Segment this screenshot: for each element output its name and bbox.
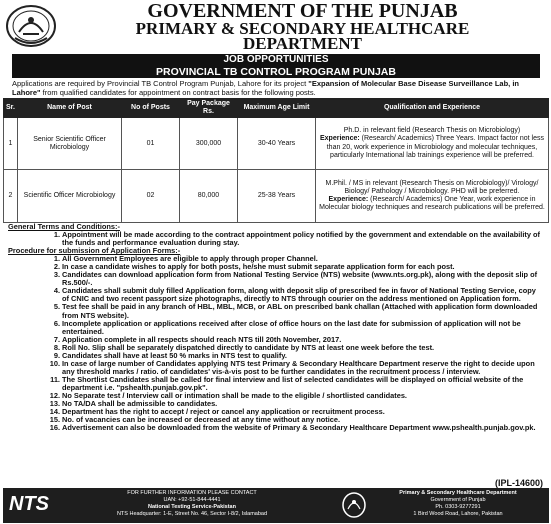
nts-contact-line: FOR FURTHER INFORMATION PLEASE CONTACT xyxy=(127,490,257,496)
general-terms-heading: General Terms and Conditions:- xyxy=(8,222,120,231)
list-item-number: 8. xyxy=(53,342,60,352)
age-cell: 25-38 Years xyxy=(238,170,316,223)
list-item-text: All Government Employees are eligible to apply through proper Channel. xyxy=(62,254,318,264)
list-item-number: 5. xyxy=(53,302,60,312)
intro-text-start: Applications are required by Provincial TB Control Program Punjab, Lahore for its project xyxy=(12,79,309,88)
list-item-number: 4. xyxy=(53,286,60,296)
age-cell: 30-40 Years xyxy=(238,118,316,170)
list-item-number: 9. xyxy=(53,350,60,360)
column-header: Maximum Age Limit xyxy=(238,99,316,118)
nts-contact-line: NTS Headquarter: 1-E, Street No. 46, Sector I-8/2, Islamabad xyxy=(116,511,268,517)
column-header: Pay Package Rs. xyxy=(180,99,238,118)
program-name-band: PROVINCIAL TB CONTROL PROGRAM PUNJAB xyxy=(12,66,540,78)
post-name-cell: Scientific Officer Microbiology xyxy=(18,170,122,223)
list-item-text: No TA/DA shall be admissible to candidates. xyxy=(62,399,218,409)
department-contact-line: Ph. 0303-9277291 xyxy=(435,504,481,510)
header-department-subtitle: DEPARTMENT xyxy=(242,34,363,53)
experience-text: (Research/ Academics) Three Years. Impact factor not less than 20, work experience in Microbiology and molecular techniques, particularly International lab trainings experience will be preferred. xyxy=(326,135,544,159)
serial-cell: 1 xyxy=(4,118,18,170)
list-item xyxy=(8,271,544,287)
list-item xyxy=(8,287,544,303)
qualification-cell xyxy=(316,118,549,170)
list-item-number: 15. xyxy=(49,415,60,425)
table-row xyxy=(4,118,549,170)
list-item xyxy=(8,303,544,319)
terms-section xyxy=(8,223,544,432)
list-item-text: In case a candidate wishes to apply for both posts, he/she must submit separate application form for each post. xyxy=(62,262,455,272)
header-government-title: GOVERNMENT OF THE PUNJAB xyxy=(147,0,458,22)
list-item-text: Candidates shall submit duly filled Application form, along with deposit slip of prescribed fee in favor of National Testing Service, copy of CNIC and two recent passport size photographs, directly to NTS through courier on the address mentioned on Application form. xyxy=(62,286,536,304)
qualification-text: M.Phil. / MS in relevant (Research Thesis on Microbiology)/ Virology/ Biology/ Pathology / Microbiology. PHD will be preferred. xyxy=(325,179,539,195)
footer-bar xyxy=(3,488,549,523)
list-item xyxy=(8,376,544,392)
column-header: Sr. xyxy=(4,99,18,118)
header-department-title: PRIMARY & SECONDARY HEALTHCARE xyxy=(135,19,470,38)
intro-project-name: "Expansion of Molecular Base Disease Surveillance Lab, in Lahore" xyxy=(12,79,519,97)
list-item-text: Test fee shall be paid in any branch of HBL, MBL, MCB, or ABL on prescribed bank challan (Attached with application form downloaded from NTS website). xyxy=(62,302,538,320)
intro-paragraph xyxy=(12,79,540,97)
list-item-number: 1. xyxy=(53,230,60,240)
department-contact-line: Primary & Secondary Healthcare Department xyxy=(399,490,517,496)
punjab-government-emblem-icon xyxy=(5,4,57,48)
list-item-number: 13. xyxy=(49,399,60,409)
list-item-number: 14. xyxy=(49,407,60,417)
experience-text: (Research/ Academics) One Year, work experience in Molecular biology techniques and research publications will be preferred. xyxy=(319,196,545,212)
list-item-number: 3. xyxy=(53,270,60,280)
nts-contact-line: UAN: +92-51-844-4441 xyxy=(163,497,221,503)
column-header: Name of Post xyxy=(18,99,122,118)
nts-logo: NTS xyxy=(9,493,49,515)
department-contact-line: 1 Bird Wood Road, Lahore, Pakistan xyxy=(413,511,503,517)
qualification-text: Ph.D. in relevant field (Research Thesis on Microbiology) xyxy=(343,127,521,135)
pay-cell: 80,000 xyxy=(180,170,238,223)
list-item-number: 2. xyxy=(53,262,60,272)
list-item-text: Advertisement can also be downloaded from the website of Primary & Secondary Healthcare Department www.pshealth.punjab.gov.pk. xyxy=(62,423,536,433)
list-item-text: In case of large number of Candidates applying NTS test Primary & Secondary Healthcare Department reserve the right to decide upon any threshold marks / ratio. of candidates' vis-à-vis post to be further candidates in the recruitment process / interview. xyxy=(62,358,535,376)
list-item-text: The Shortlist Candidates shall be called for final interview and list of selected candidates will be displayed on official website of the department i.e. "pshealth.punjab.gov.pk". xyxy=(62,374,524,392)
serial-cell: 2 xyxy=(4,170,18,223)
list-item-number: 6. xyxy=(53,318,60,328)
list-item xyxy=(8,360,544,376)
list-item-number: 12. xyxy=(49,390,60,400)
column-header: Qualification and Experience xyxy=(316,99,549,118)
experience-label: Experience: xyxy=(328,196,369,203)
list-item-text: No. of vacancies can be increased or decreased at any time without any notice. xyxy=(62,415,341,425)
post-count-cell: 02 xyxy=(122,170,180,223)
list-item-number: 1. xyxy=(53,254,60,264)
list-item xyxy=(8,320,544,336)
nts-contact-block xyxy=(67,490,317,518)
punjab-emblem-icon xyxy=(341,491,367,519)
list-item-text: No Separate test / Interview call or intimation shall be made to the eligible / shortlisted candidates. xyxy=(62,390,407,400)
list-item-text: Application complete in all respects should reach NTS till 20th November, 2017. xyxy=(62,334,342,344)
ipl-reference: (IPL-14600) xyxy=(494,478,543,488)
list-item-number: 10. xyxy=(49,358,60,368)
table-row xyxy=(4,170,549,223)
list-item-text: Appointment will be made according to the contract appointment policy notified by the government and extendable on the availability of the funds and performance evaluation during stay. xyxy=(62,230,540,248)
list-item-number: 16. xyxy=(49,423,60,433)
qualification-cell xyxy=(316,170,549,223)
post-name-cell: Senior Scientific Officer Microbiology xyxy=(18,118,122,170)
list-item-text: Roll No. Slip shall be separately dispatched directly to candidate by NTS at least one week before the test. xyxy=(62,342,435,352)
procedure-list xyxy=(8,255,544,432)
job-opportunities-band: JOB OPPORTUNITIES xyxy=(12,54,540,66)
list-item-text: Department has the right to accept / reject or cancel any application or recruitment process. xyxy=(62,407,385,417)
department-contact-line: Government of Punjab xyxy=(430,497,486,503)
department-contact-block xyxy=(369,490,547,518)
experience-label: Experience: xyxy=(320,135,360,143)
list-item xyxy=(8,424,544,432)
posts-table xyxy=(3,98,549,223)
list-item-number: 7. xyxy=(53,334,60,344)
list-item-text: Candidates shall have at least 50 % marks in NTS test to qualify. xyxy=(62,350,287,360)
list-item xyxy=(8,231,544,247)
table-header-row xyxy=(4,99,549,118)
nts-contact-line: National Testing Service-Pakistan xyxy=(148,504,236,510)
list-item-text: Incomplete application or applications received after close of office hours on the last date for submission of application will not be entertained. xyxy=(62,318,521,336)
list-item-text: Candidates can download application form from National Testing Service (NTS) website (www.nts.org.pk), along with the deposit slip of Rs.500/-. xyxy=(62,270,538,288)
list-item-number: 11. xyxy=(50,374,60,384)
intro-text-end: from qualified candidates for appointment on contract basis for the following posts. xyxy=(40,88,316,97)
post-count-cell: 01 xyxy=(122,118,180,170)
procedure-heading: Procedure for submission of Application Forms:- xyxy=(8,246,181,256)
pay-cell: 300,000 xyxy=(180,118,238,170)
column-header: No of Posts xyxy=(122,99,180,118)
